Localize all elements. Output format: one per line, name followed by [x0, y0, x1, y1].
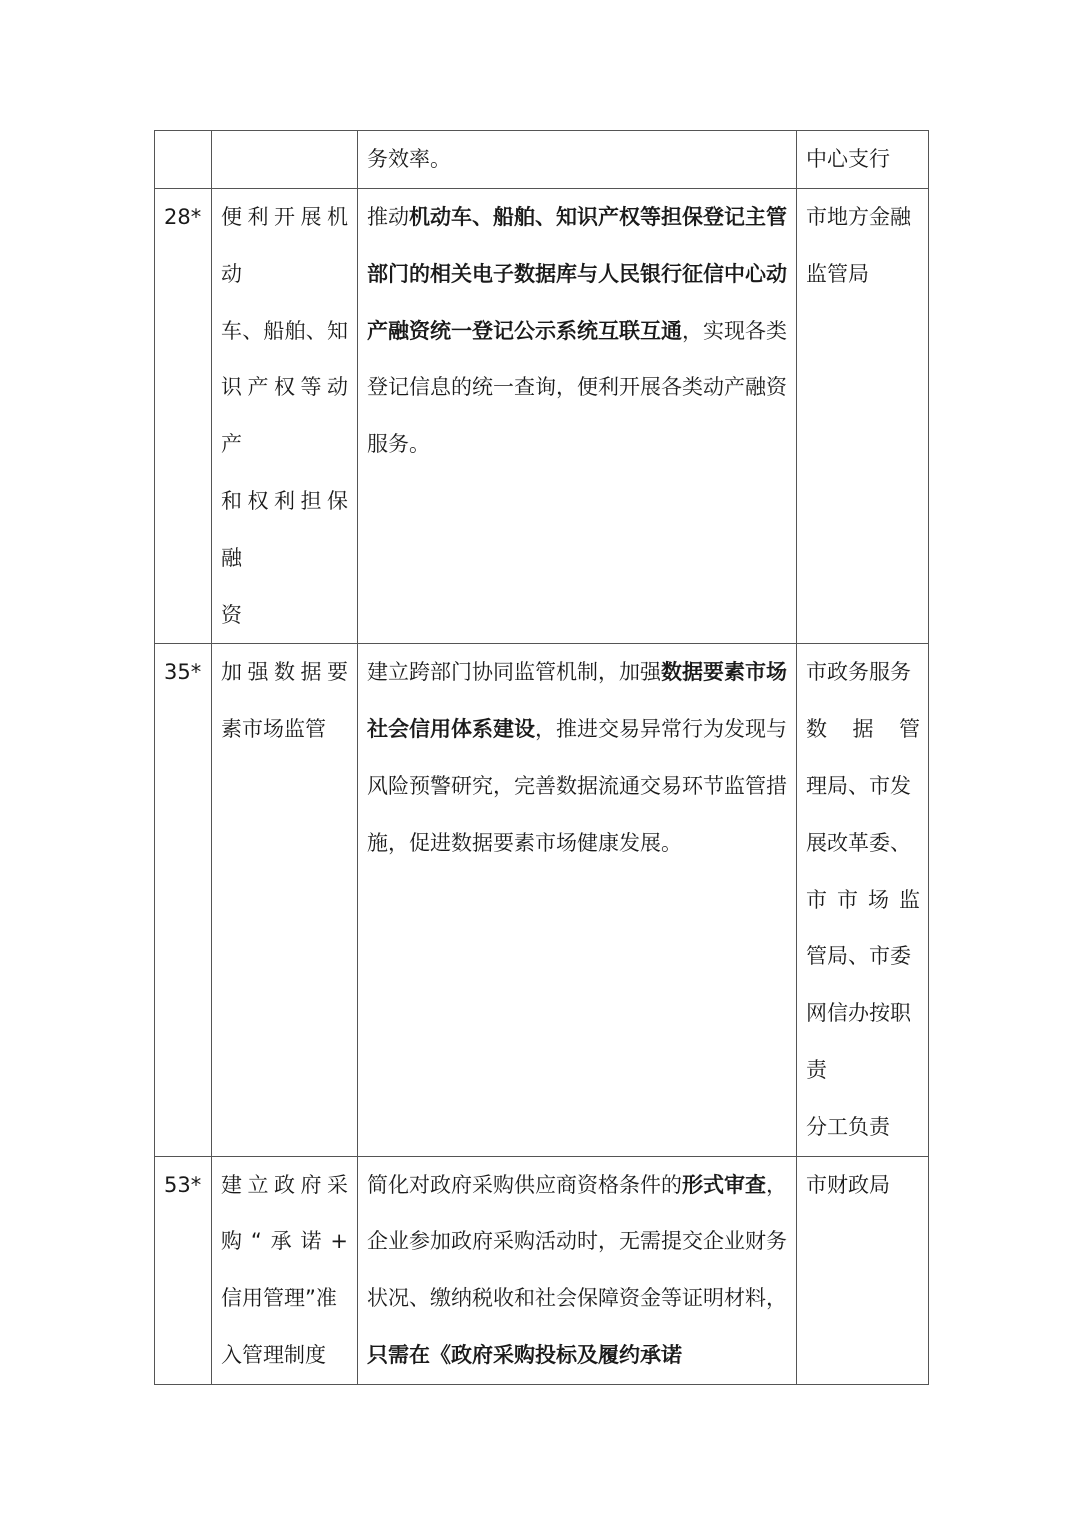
table-row: [155, 189, 929, 644]
row-number-cell: [155, 644, 212, 1156]
dept-line: 理局、市发: [806, 773, 911, 798]
measure-run-bold: 只需在《政府采购投标及履约承诺: [367, 1342, 682, 1367]
dept-cell: [797, 644, 929, 1156]
measure-text: [367, 1157, 787, 1384]
item-cell: [212, 189, 358, 644]
measure-run: 推动: [367, 205, 409, 229]
dept-line: 市政务服务: [806, 660, 911, 685]
row-number: 35*: [164, 660, 202, 685]
measure-text: [367, 131, 787, 188]
dept-line: 中心支行: [806, 147, 890, 171]
table-row: [155, 644, 929, 1156]
measure-run: 务效率。: [367, 147, 451, 171]
measure-run-bold: 形式审查: [682, 1172, 766, 1197]
dept-line: 展改革委、: [806, 830, 911, 855]
item-line: 购“承诺+: [221, 1229, 348, 1254]
dept-line: 监管局: [806, 261, 869, 286]
dept-line: 责: [806, 1057, 827, 1082]
measure-run: ，企业参加政府采购活动时，无需提交企业财务状况、缴纳税收和社会保障资金等证明材料，: [367, 1172, 787, 1311]
dept-line: 分工负责: [806, 1114, 890, 1139]
measure-text: [367, 644, 787, 871]
dept-line: 市地方金融: [806, 205, 911, 229]
item-line: 车、船舶、知: [221, 318, 348, 343]
table-row: [155, 1156, 929, 1384]
item-cell: [212, 644, 358, 1156]
item-line: 融: [221, 545, 242, 570]
row-number-cell: [155, 131, 212, 189]
measure-cell: [358, 644, 797, 1156]
measure-run: 建立跨部门协同监管机制，加强: [367, 660, 661, 685]
measure-run: ，推进交易异常行为发现与风险预警研究，完善数据流通交易环节监管措施，促进数据要素市场健康发展。: [367, 717, 787, 855]
dept-cell: [797, 131, 929, 189]
measure-run: 简化对政府采购供应商资格条件的: [367, 1172, 682, 1197]
item-cell: [212, 1156, 358, 1384]
item-line: 入管理制度: [221, 1342, 326, 1367]
item-cell: [212, 131, 358, 189]
item-line: 资: [221, 602, 242, 627]
table-row: [155, 131, 929, 189]
measure-cell: [358, 189, 797, 644]
dept-cell: [797, 1156, 929, 1384]
measure-cell: [358, 131, 797, 189]
item-line: 加强数据要: [221, 660, 348, 685]
dept-line: 数据管: [806, 717, 920, 742]
item-line: 便利开展机: [221, 205, 348, 229]
dept-line: 管局、市委: [806, 944, 911, 969]
item-line: 识产权等动: [221, 375, 348, 400]
item-line: 动: [221, 261, 242, 286]
item-line: 素市场监管: [221, 717, 326, 742]
item-line: 信用管理”准: [221, 1286, 337, 1311]
row-number-cell: [155, 189, 212, 644]
item-line: 和权利担保: [221, 488, 348, 513]
item-line: 产: [221, 432, 242, 457]
measure-run: ，实现各类登记信息的统一查询，便利开展各类动产融资服务。: [367, 318, 787, 457]
row-number-cell: [155, 1156, 212, 1384]
item-line: 建立政府采: [221, 1172, 348, 1197]
dept-cell: [797, 189, 929, 644]
measure-run-bold: 数据要素市场社会信用体系建设: [367, 660, 787, 742]
dept-line: 市市场监: [806, 887, 920, 912]
measure-cell: [358, 1156, 797, 1384]
row-number: 28*: [164, 205, 202, 229]
dept-line: 网信办按职: [806, 1001, 911, 1026]
dept-line: 市财政局: [806, 1172, 890, 1197]
measure-run-bold: 机动车、船舶、知识产权等担保登记主管部门的相关电子数据库与人民银行征信中心动产融资统一登记公示系统互联互通: [367, 205, 787, 343]
policy-table: [154, 130, 929, 1385]
measure-text: [367, 189, 787, 473]
row-number: 53*: [164, 1172, 202, 1197]
